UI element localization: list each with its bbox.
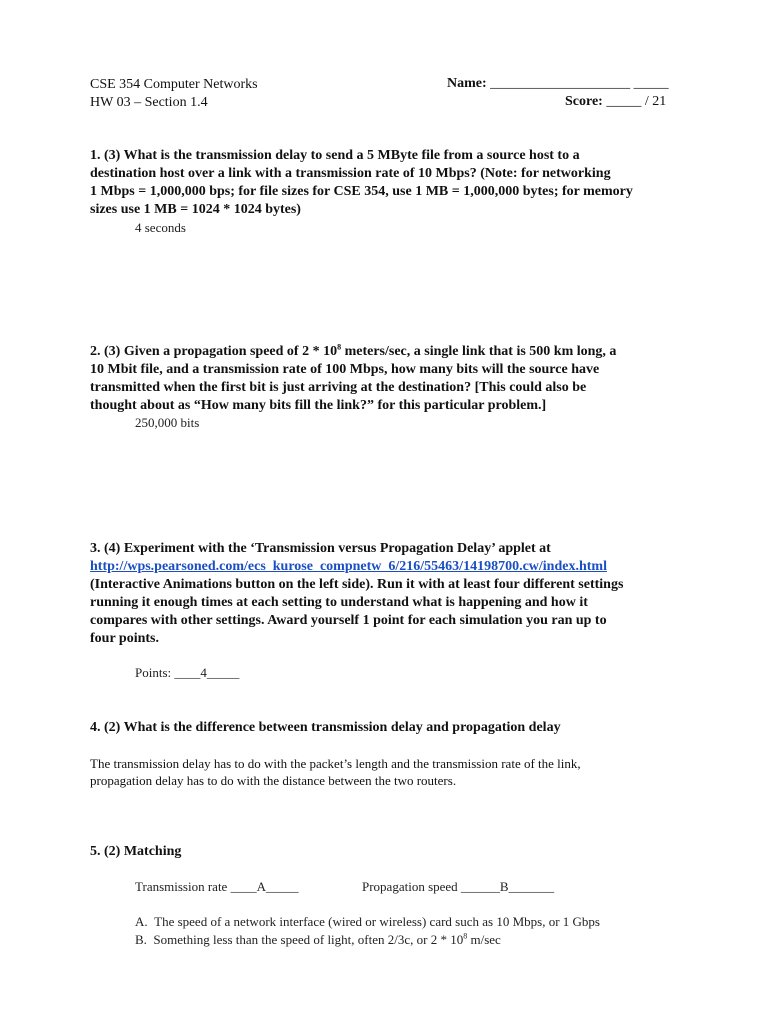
q1-line4: sizes use 1 MB = 1024 * 1024 bytes) xyxy=(90,202,301,217)
applet-link[interactable]: http://wps.pearsoned.com/ecs_kurose_compnetw_6/216/55463/14198700.cw/index.html xyxy=(90,559,607,574)
q5-question: 5. (2) Matching xyxy=(90,844,182,859)
q4-answer-line2: propagation delay has to do with the distance between the two routers. xyxy=(90,773,457,788)
q3-line1: 3. (4) Experiment with the ‘Transmission versus Propagation Delay’ applet at xyxy=(90,541,551,556)
q3-line5: compares with other settings. Award yourself 1 point for each simulation you ran up to xyxy=(90,613,607,628)
q1-line3: 1 Mbps = 1,000,000 bps; for file sizes for CSE 354, use 1 MB = 1,000,000 bytes; for memory xyxy=(90,184,633,199)
q3-line4: running it enough times at each setting to understand what is happening and how it xyxy=(90,595,588,610)
q2-line1 xyxy=(90,343,616,361)
q5-option-b xyxy=(135,932,501,948)
q5-option-a xyxy=(135,914,600,930)
q1-answer: 4 seconds xyxy=(135,220,186,235)
course-title: CSE 354 Computer Networks xyxy=(90,77,258,92)
hw-title: HW 03 – Section 1.4 xyxy=(90,95,208,110)
option-b-label: B. xyxy=(135,932,147,947)
option-b-exponent: 8 xyxy=(463,931,468,941)
q3-line3: (Interactive Animations button on the left side). Run it with at least four different settings xyxy=(90,577,624,592)
q2-line1-post: meters/sec, a single link that is 500 km long, a xyxy=(341,344,617,359)
q2-line3: transmitted when the first bit is just arriving at the destination? [This could also be xyxy=(90,380,587,395)
option-a-text: The speed of a network interface (wired or wireless) card such as 10 Mbps, or 1 Gbps xyxy=(154,914,600,929)
q1-line1: 1. (3) What is the transmission delay to send a 5 MByte file from a source host to a xyxy=(90,148,580,163)
q4-question: 4. (2) What is the difference between transmission delay and propagation delay xyxy=(90,720,561,735)
q4-answer-line1: The transmission delay has to do with the packet’s length and the transmission rate of the link, xyxy=(90,756,581,771)
q5-match-transmission: Transmission rate ____A_____ xyxy=(135,879,299,894)
option-b-text-pre: Something less than the speed of light, often 2/3c, or 2 * 10 xyxy=(153,932,464,947)
score-field xyxy=(565,94,666,110)
q2-line1-pre: 2. (3) Given a propagation speed of 2 * 10 xyxy=(90,344,338,359)
name-field xyxy=(447,76,669,92)
q2-exponent: 8 xyxy=(337,342,342,352)
name-blank: ____________________ _____ xyxy=(490,76,669,91)
option-b-text-post: m/sec xyxy=(467,932,501,947)
q2-answer: 250,000 bits xyxy=(135,415,200,430)
q5-match-propagation: Propagation speed ______B_______ xyxy=(362,879,555,894)
option-a-label: A. xyxy=(135,914,148,929)
q1-line2: destination host over a link with a transmission rate of 10 Mbps? (Note: for networking xyxy=(90,166,611,181)
q2-line2: 10 Mbit file, and a transmission rate of 100 Mbps, how many bits will the source have xyxy=(90,362,600,377)
score-blank: _____ / 21 xyxy=(606,94,667,109)
q3-line6: four points. xyxy=(90,631,159,646)
q2-line4: thought about as “How many bits fill the link?” for this particular problem.] xyxy=(90,398,547,413)
q3-points: Points: ____4_____ xyxy=(135,665,240,680)
score-label: Score: xyxy=(565,94,603,109)
name-label: Name: xyxy=(447,76,487,91)
q3-link-line xyxy=(90,558,607,576)
